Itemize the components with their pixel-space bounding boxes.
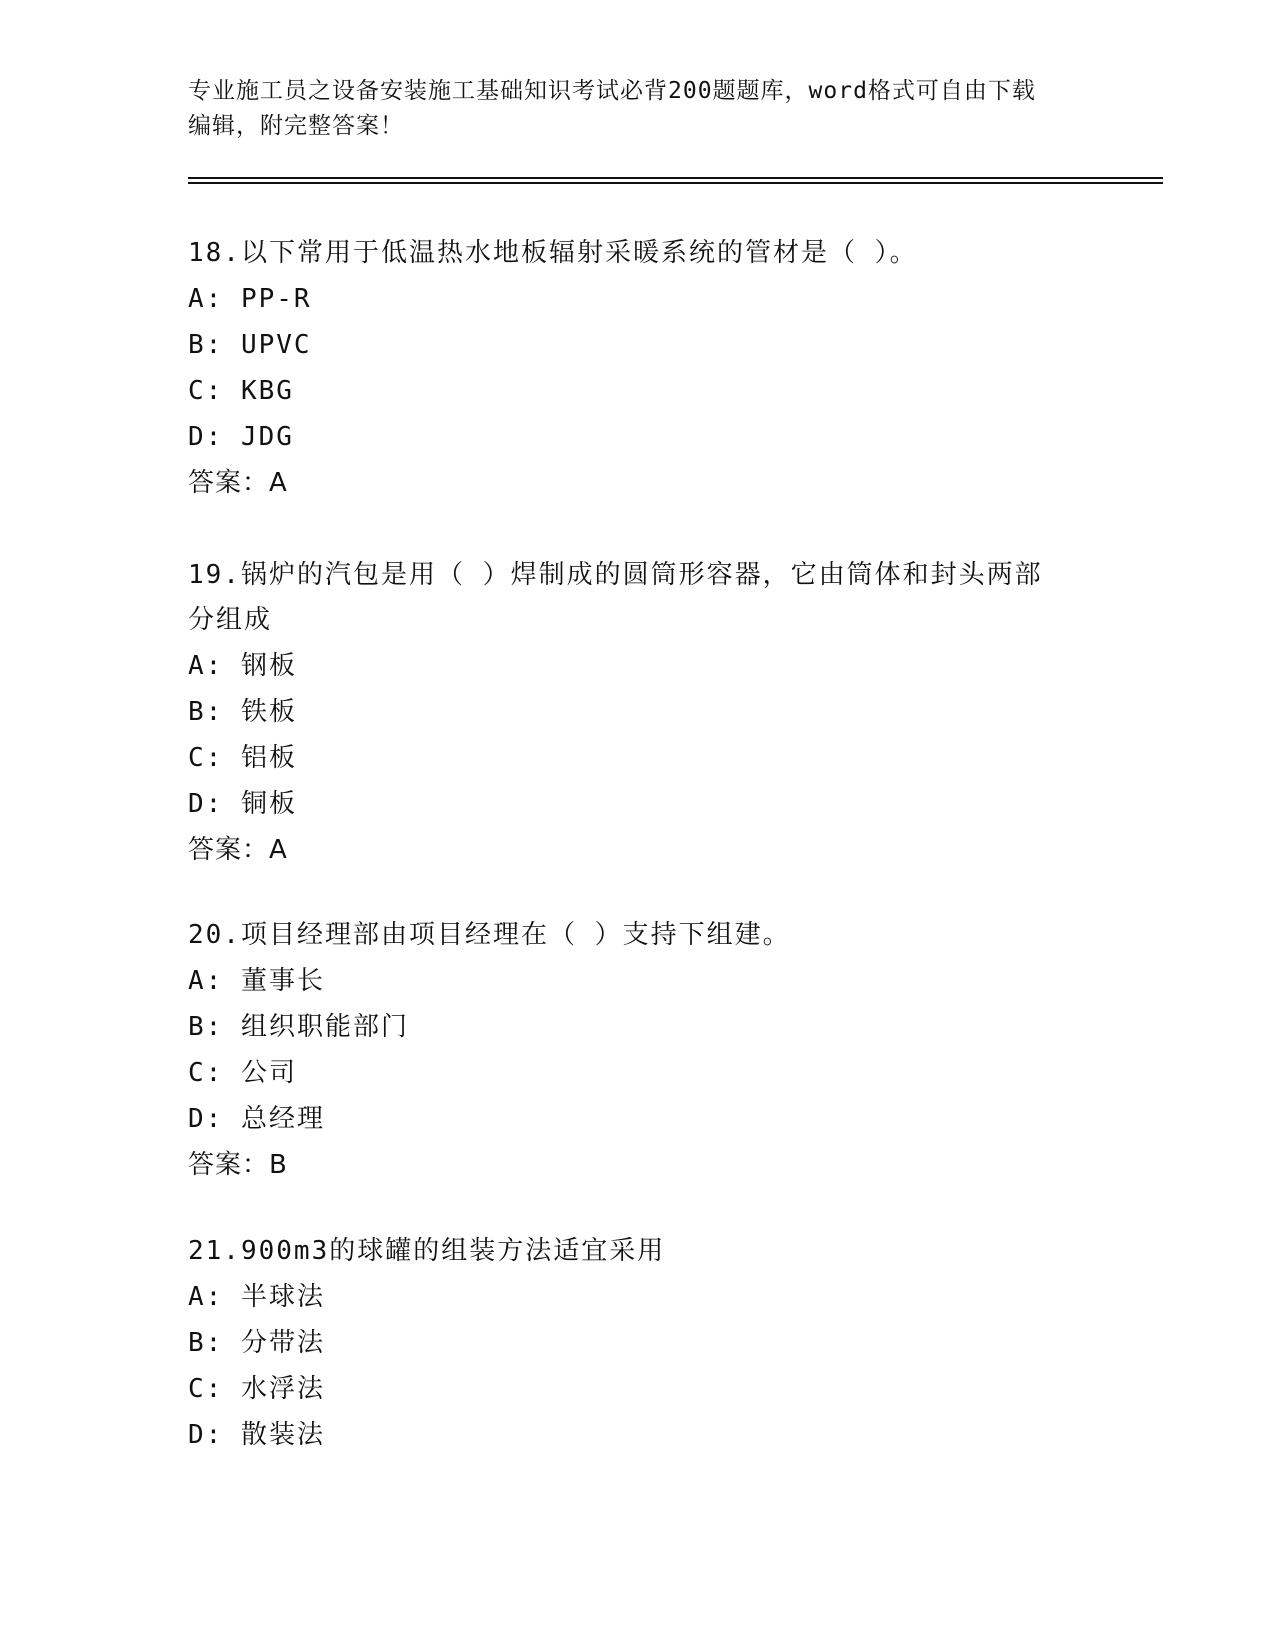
option-d: D: JDG	[188, 422, 294, 452]
option-c: C: 铝板	[188, 743, 297, 773]
header-divider-bottom	[188, 182, 1163, 184]
question-stem-continued: 分组成	[188, 605, 273, 635]
document-header	[188, 74, 1088, 144]
option-b: B: UPVC	[188, 330, 312, 360]
question-stem: 18.以下常用于低温热水地板辐射采暖系统的管材是（ ）。	[188, 238, 918, 268]
option-d: D: 总经理	[188, 1104, 325, 1134]
header-line-1: 专业施工员之设备安装施工基础知识考试必背200题题库，word格式可自由下载	[188, 78, 1036, 104]
option-b: B: 铁板	[188, 697, 297, 727]
option-c: C: 公司	[188, 1058, 297, 1088]
question-stem: 21.900m3的球罐的组装方法适宜采用	[188, 1236, 666, 1266]
option-a: A: 半球法	[188, 1282, 325, 1312]
question-stem: 19.锅炉的汽包是用（ ）焊制成的圆筒形容器，它由筒体和封头两部	[188, 560, 1043, 590]
option-a: A: PP-R	[188, 284, 312, 314]
option-c: C: 水浮法	[188, 1374, 325, 1404]
question-18	[188, 231, 1088, 506]
question-stem: 20.项目经理部由项目经理在（ ）支持下组建。	[188, 920, 791, 950]
option-a: A: 董事长	[188, 966, 325, 996]
answer: 答案：A	[188, 468, 288, 498]
question-21	[188, 1229, 1088, 1458]
header-divider-top	[188, 177, 1163, 179]
answer: 答案：A	[188, 835, 288, 865]
answer: 答案：B	[188, 1150, 288, 1180]
option-b: B: 组织职能部门	[188, 1012, 409, 1042]
option-a: A: 钢板	[188, 651, 297, 681]
question-20	[188, 913, 1088, 1188]
option-d: D: 铜板	[188, 789, 297, 819]
option-c: C: KBG	[188, 376, 294, 406]
option-b: B: 分带法	[188, 1328, 325, 1358]
option-d: D: 散装法	[188, 1420, 325, 1450]
question-19	[188, 553, 1088, 873]
header-line-2: 编辑，附完整答案！	[188, 113, 404, 139]
